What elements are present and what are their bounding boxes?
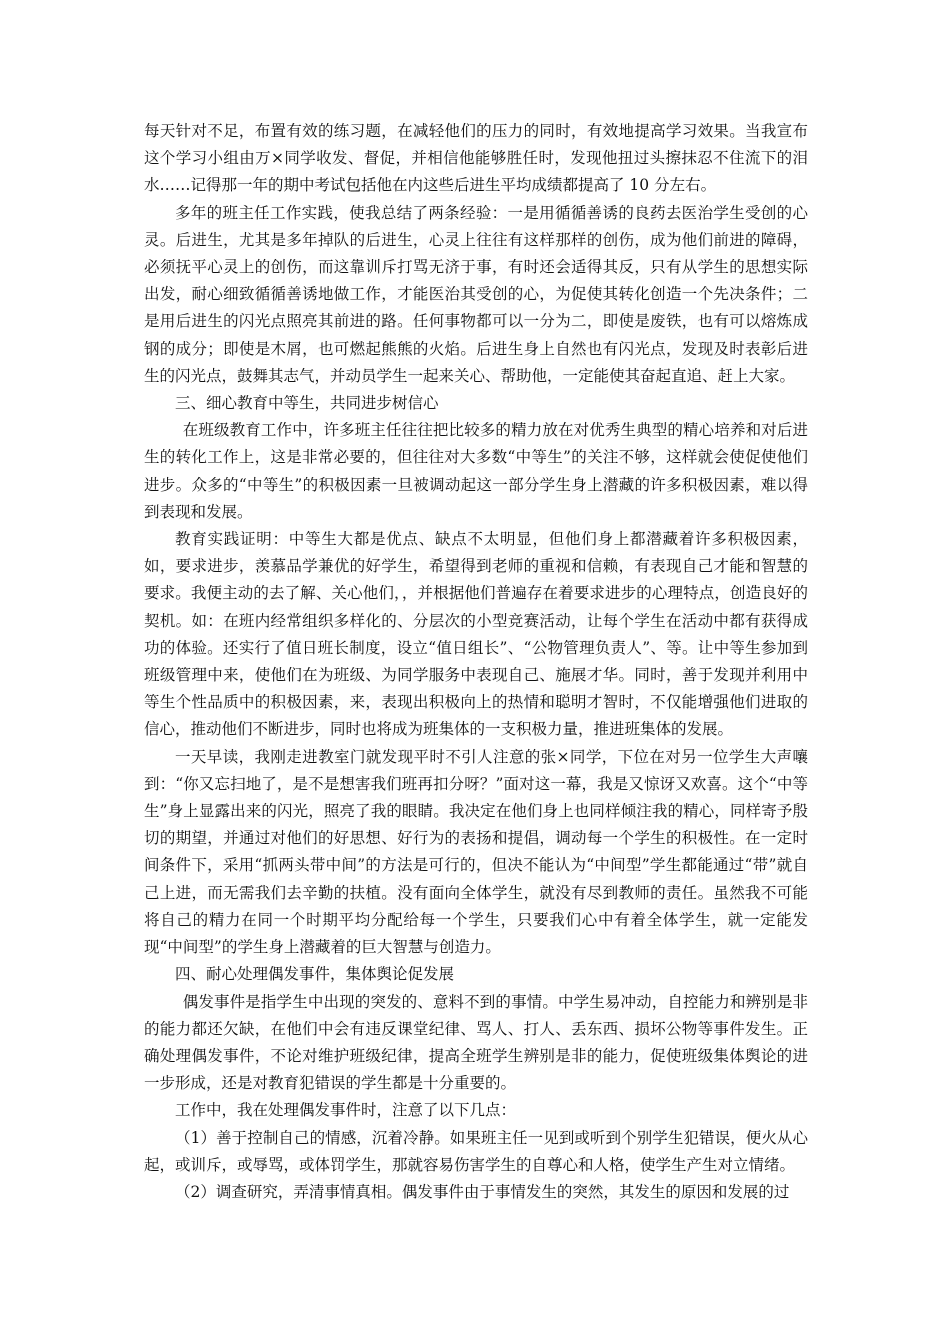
body-paragraph-6: 一天早读，我刚走进教室门就发现平时不引人注意的张×同学，下位在对另一位学生大声嚷到：“你又忘扫地了，是不是想害我们班再扣分呀？”面对这一幕，我是又惊讶又欢喜。这个“中等生”身上显露出来的闪光，照亮了我的眼睛。我决定在他们身上也同样倾注我的精心，同样寄予殷切的期望，并通过对他们的好思想、好行为的表扬和提倡，调动每一个学生的积极性。在一定时间条件下，采用“抓两头带中间”的方法是可行的，但决不能认为“中间型”学生都能通过“带”就自己上进，而无需我们去辛勤的扶植。没有面向全体学生，就没有尽到教师的责任。虽然我不可能将自己的精力在同一个时期平均分配给每一个学生，只要我们心中有着全体学生，就一定能发现“中间型”的学生身上潜藏着的巨大智慧与创造力。 xyxy=(144,747,808,957)
list-item-2: （2）调查研究，弄清事情真相。偶发事件由于事情发生的突然，其发生的原因和发展的过 xyxy=(175,1182,790,1201)
body-paragraph-2: 多年的班主任工作实践，使我总结了两条经验：一是用循循善诱的良药去医治学生受创的心灵。后进生，尤其是多年掉队的后进生，心灵上往往有这样那样的创伤，成为他们前进的障碍，必须抚平心灵上的创伤，而这靠训斥打骂无济于事，有时还会适得其反，只有从学生的思想实际出发，耐心细致循循善诱地做工作，才能医治其受创的心，为促使其转化创造一个先决条件；二是用后进生的闪光点照亮其前进的路。任何事物都可以一分为二，即使是废铁，也有可以熔炼成钢的成分；即使是木屑，也可燃起熊熊的火焰。后进生身上自然也有闪光点，发现及时表彰后进生的闪光点，鼓舞其志气，并动员学生一起来关心、帮助他，一定能使其奋起直追、赶上大家。 xyxy=(144,203,808,385)
body-paragraph-5: 教育实践证明：中等生大都是优点、缺点不太明显，但他们身上都潜藏着许多积极因素，如，要求进步，羡慕品学兼优的好学生，希望得到老师的重视和信赖，有表现自己才能和智慧的要求。我便主动的去了解、关心他们，，并根据他们普遍存在着要求进步的心理特点，创造良好的契机。如：在班内经常组织多样化的、分层次的小型竞赛活动，让每个学生在活动中都有获得成功的体验。还实行了值日班长制度，设立“值日组长”、“公物管理负责人”、等。让中等生参加到班级管理中来，使他们在为班级、为同学服务中表现自己、施展才华。同时，善于发现并利用中等生个性品质中的积极因素，来，表现出积极向上的热情和聪明才智时，不仅能增强他们进取的信心，推动他们不断进步，同时也将成为班集体的一支积极力量，推进班集体的发展。 xyxy=(144,530,808,739)
body-paragraph-7: 偶发事件是指学生中出现的突发的、意料不到的事情。中学生易冲动，自控能力和辨别是非的能力都还欠缺，在他们中会有违反课堂纪律、骂人、打人、丢东西、损坏公物等事件发生。正确处理偶发事件，不论对维护班级纪律，提高全班学生辨别是非的能力，促使班级集体舆论的进一步形成，还是对教育犯错误的学生都是十分重要的。 xyxy=(144,992,808,1093)
document-page xyxy=(144,118,808,1206)
section-heading-3: 三、细心教育中等生，共同进步树信心 xyxy=(175,394,439,413)
body-paragraph-1: 每天针对不足，布置有效的练习题，在减轻他们的压力的同时，有效地提高学习效果。当我宣布这个学习小组由万×同学收发、督促，并相信他能够胜任时，发现他扭过头擦抹忍不住流下的泪水……记得那一年的期中考试包括他在内这些后进生平均成绩都提高了 10 分左右。 xyxy=(144,122,808,195)
section-heading-4: 四、耐心处理偶发事件，集体舆论促发展 xyxy=(175,965,455,984)
body-paragraph-8: 工作中，我在处理偶发事件时，注意了以下几点： xyxy=(175,1101,517,1120)
list-item-1: （1）善于控制自己的情感，沉着冷静。如果班主任一见到或听到个别学生犯错误，便火从心起，或训斥，或辱骂，或体罚学生，那就容易伤害学生的自尊心和人格，使学生产生对立情绪。 xyxy=(144,1128,808,1174)
body-paragraph-4: 在班级教育工作中，许多班主任往往把比较多的精力放在对优秀生典型的精心培养和对后进生的转化工作上，这是非常必要的，但往往对大多数“中等生”的关注不够，这样就会使促使他们进步。众多的“中等生”的积极因素一旦被调动起这一部分学生身上潜藏的许多积极因素，难以得到表现和发展。 xyxy=(144,421,808,521)
